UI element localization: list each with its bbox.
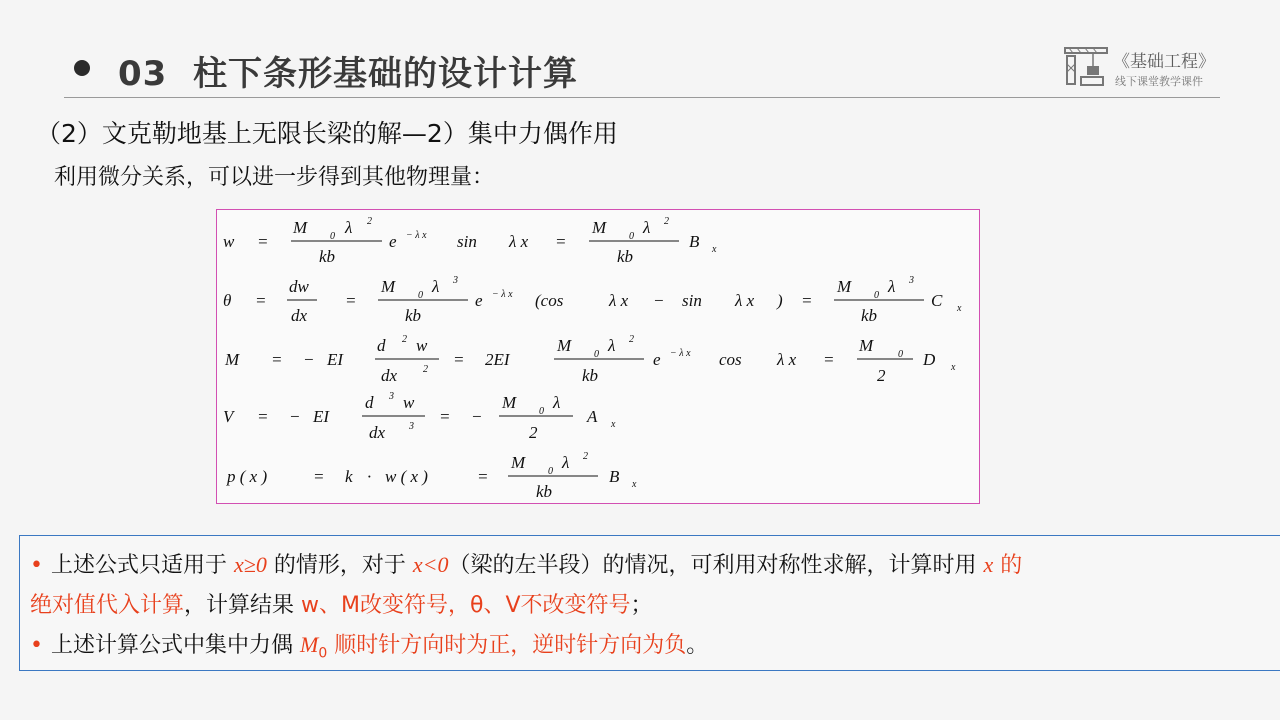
slide-subtitle: （2）文克勒地基上无限长梁的解—2）集中力偶作用: [36, 119, 618, 148]
formula-M-dx2: 2: [423, 364, 428, 375]
formula-w-lhs: w: [223, 232, 235, 251]
formula-theta-minus: −: [653, 291, 665, 310]
formula-theta-lhs: θ: [223, 291, 232, 310]
formula-w-e: e: [389, 232, 397, 251]
formula-M-dx: dx: [381, 366, 398, 385]
formula-moment: [224, 334, 956, 385]
formula-M-arg: λ x: [777, 350, 797, 369]
formula-equations: [217, 210, 979, 503]
course-logo: [1063, 44, 1223, 90]
note-3-a: 上述计算公式中集中力偶: [50, 633, 300, 658]
formula-M-EI: EI: [327, 350, 344, 369]
formula-theta-sub2: 0: [874, 290, 879, 301]
formula-V-d: d: [365, 393, 374, 412]
formula-V-x: x: [611, 419, 616, 430]
note-3-d: 。: [686, 633, 709, 658]
formula-p-x: x: [632, 479, 637, 490]
formula-theta-close: ): [777, 291, 783, 310]
formula-p-coef: B: [609, 467, 620, 486]
formula-M-num: M: [557, 336, 572, 355]
formula-box: [216, 209, 980, 504]
formula-M-eq3: =: [823, 350, 835, 369]
formula-w-lam: λ: [345, 218, 353, 237]
note-1-a: 上述公式只适用于: [50, 553, 234, 578]
formula-theta-paren: (cos: [535, 291, 564, 310]
note-1-g: 的: [993, 553, 1023, 578]
formula-M-eq: =: [271, 350, 283, 369]
formula-V-neg: −: [289, 407, 301, 426]
logo-subtitle: 线下课堂教学课件: [1115, 75, 1203, 88]
formula-theta-pow: 3: [453, 275, 458, 286]
formula-V-lhs: V: [223, 407, 234, 426]
bullet-icon: •: [30, 553, 43, 578]
formula-p-num: M: [511, 453, 526, 472]
formula-theta-exp: − λ x: [492, 289, 513, 300]
formula-theta-arg2: λ x: [735, 291, 755, 310]
formula-w: [223, 216, 717, 266]
formula-M-sub: 0: [594, 349, 599, 360]
bullet-icon: •: [30, 633, 43, 658]
formula-p-wx: w ( x ): [385, 467, 428, 486]
note-line-2: [30, 588, 653, 619]
formula-w-pow2: 2: [664, 216, 669, 227]
formula-V-den: 2: [529, 423, 538, 442]
formula-V-dx: dx: [369, 423, 386, 442]
formula-w-eq2: =: [555, 232, 567, 251]
note-2-a: 绝对值代入计算: [30, 593, 185, 618]
note-2-c: w、M改变符号，θ、V不改变符号: [301, 593, 631, 618]
formula-V-eq: =: [257, 407, 269, 426]
formula-p-den: kb: [536, 482, 553, 501]
formula-M-w: w: [416, 336, 428, 355]
formula-M-neg: −: [303, 350, 315, 369]
intro-text: 利用微分关系，可以进一步得到其他物理量：: [54, 165, 495, 190]
formula-M-cos: cos: [719, 350, 742, 369]
section-number: 03: [118, 54, 168, 94]
formula-M-d: d: [377, 336, 386, 355]
formula-V-lam: λ: [553, 393, 561, 412]
note-1-c: 的情形，对于: [266, 553, 413, 578]
formula-p-sub: 0: [548, 466, 553, 477]
section-title: 柱下条形基础的设计计算: [193, 54, 579, 94]
formula-theta-num2: M: [837, 277, 852, 296]
formula-p-eq: =: [313, 467, 325, 486]
formula-V-eq2: =: [439, 407, 451, 426]
formula-shear: [223, 391, 616, 442]
formula-theta-pow2: 3: [909, 275, 914, 286]
formula-theta-den2: kb: [861, 306, 878, 325]
note-1-f: x: [983, 552, 994, 577]
note-2-d: ；: [630, 593, 653, 618]
formula-M-exp: − λ x: [670, 348, 691, 359]
formula-p-dot: ·: [367, 467, 372, 486]
note-1-b: x≥0: [233, 552, 267, 577]
formula-M-coef: D: [923, 350, 936, 369]
formula-w-exp: − λ x: [406, 230, 427, 241]
note-2-b: ，计算结果: [184, 593, 302, 618]
formula-theta-eq: =: [255, 291, 267, 310]
formula-M-2EI: 2EI: [485, 350, 510, 369]
formula-theta-sub: 0: [418, 290, 423, 301]
formula-M-d2: 2: [402, 334, 407, 345]
formula-p-k: k: [345, 467, 353, 486]
note-3-b-sub: 0: [318, 645, 328, 662]
formula-w-sub2: 0: [629, 231, 634, 242]
formula-V-num: M: [502, 393, 517, 412]
formula-p-lam: λ: [562, 453, 570, 472]
formula-w-pow: 2: [367, 216, 372, 227]
formula-w-den: kb: [319, 247, 336, 266]
note-3-c: 顺时针方向时为正，逆时针方向为负: [327, 633, 687, 658]
formula-M-e: e: [653, 350, 661, 369]
note-3-b: M: [299, 632, 319, 657]
formula-w-num: M: [293, 218, 308, 237]
formula-M-sub2: 0: [898, 349, 903, 360]
formula-theta-sin: sin: [682, 291, 702, 310]
formula-V-coef: A: [587, 407, 598, 426]
formula-theta-arg1: λ x: [609, 291, 629, 310]
formula-M-pow: 2: [629, 334, 634, 345]
building-crane-icon: [1063, 44, 1109, 88]
formula-theta: [223, 275, 962, 325]
formula-theta-dnum: dw: [289, 277, 309, 296]
formula-theta-lam: λ: [432, 277, 440, 296]
formula-w-lam2: λ: [643, 218, 651, 237]
formula-w-x: x: [712, 244, 717, 255]
formula-V-sub: 0: [539, 406, 544, 417]
formula-M-lam: λ: [608, 336, 616, 355]
formula-M-den: kb: [582, 366, 599, 385]
formula-w-sub: 0: [330, 231, 335, 242]
header-bullet: [74, 60, 90, 76]
formula-M-lhs: M: [225, 350, 240, 369]
formula-V-w: w: [403, 393, 415, 412]
formula-theta-e: e: [475, 291, 483, 310]
formula-w-arg: λ x: [509, 232, 529, 251]
formula-M-x: x: [951, 362, 956, 373]
formula-V-EI: EI: [313, 407, 330, 426]
formula-theta-lam2: λ: [888, 277, 896, 296]
formula-w-eq: =: [257, 232, 269, 251]
formula-theta-dden: dx: [291, 306, 308, 325]
formula-V-neg2: −: [471, 407, 483, 426]
formula-w-trig: sin: [457, 232, 477, 251]
formula-p-eq2: =: [477, 467, 489, 486]
formula-theta-eq2: =: [345, 291, 357, 310]
formula-theta-den: kb: [405, 306, 422, 325]
formula-M-num2: M: [859, 336, 874, 355]
logo-title: 《基础工程》: [1113, 52, 1215, 72]
formula-theta-coef: C: [931, 291, 943, 310]
formula-M-eq2: =: [453, 350, 465, 369]
formula-w-coef: B: [689, 232, 700, 251]
formula-M-den2: 2: [877, 366, 886, 385]
formula-p-lhs: p ( x ): [227, 467, 268, 486]
formula-theta-x: x: [957, 303, 962, 314]
formula-V-dx3: 3: [409, 421, 414, 432]
notes-box: [19, 535, 1280, 671]
formula-pressure: [226, 451, 637, 501]
note-line-1: [30, 548, 1022, 579]
note-line-3: [30, 628, 708, 661]
formula-theta-num: M: [381, 277, 396, 296]
note-1-d: x<0: [412, 552, 449, 577]
header-divider: [64, 97, 1220, 98]
formula-theta-eq3: =: [801, 291, 813, 310]
formula-V-d3: 3: [389, 391, 394, 402]
formula-p-pow: 2: [583, 451, 588, 462]
formula-w-num2: M: [592, 218, 607, 237]
formula-w-den2: kb: [617, 247, 634, 266]
page-title: [118, 46, 578, 95]
note-1-e: （梁的左半段）的情况，可利用对称性求解，计算时用: [448, 553, 984, 578]
